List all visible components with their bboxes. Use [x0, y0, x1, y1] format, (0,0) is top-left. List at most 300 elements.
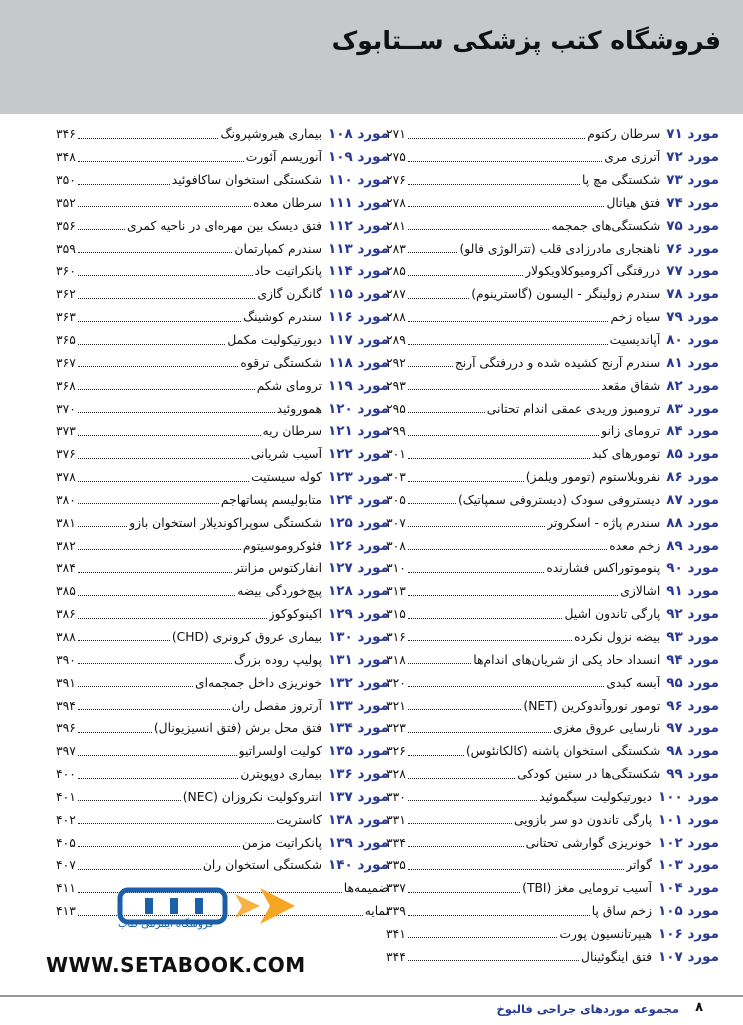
dot-leader	[78, 138, 219, 139]
case-number	[322, 263, 389, 279]
toc-entry	[56, 877, 389, 900]
dot-leader	[408, 252, 458, 253]
entry-title: هموروئید	[276, 401, 323, 416]
case-label: مورد	[357, 263, 389, 280]
toc-entry	[386, 374, 719, 397]
case-number	[660, 766, 719, 782]
case-label: مورد	[687, 240, 719, 257]
case-label: مورد	[357, 354, 389, 371]
page-ref: ۴۰۰	[56, 767, 76, 782]
case-num: ۱۱۸	[328, 354, 353, 371]
case-label: مورد	[687, 286, 719, 303]
toc-entry	[386, 397, 719, 420]
page-ref: ۳۷۸	[56, 470, 76, 485]
case-label: مورد	[357, 194, 389, 211]
toc-entry	[56, 671, 389, 694]
case-label: مورد	[357, 674, 389, 691]
case-label: مورد	[687, 651, 719, 668]
dot-leader	[78, 458, 249, 459]
case-label: مورد	[687, 697, 719, 714]
case-number	[660, 126, 719, 142]
dot-leader	[408, 435, 599, 436]
case-number	[660, 469, 719, 485]
case-number	[660, 355, 719, 371]
case-num: ۷۱	[666, 126, 683, 143]
entry-title: آبسه کبدی	[606, 675, 661, 690]
entry-title: هیپرتانسیون پورت	[559, 926, 653, 941]
toc-entry	[386, 534, 719, 557]
case-number	[322, 423, 389, 439]
page-ref: ۳۳۱	[386, 812, 406, 827]
entry-title: سندرم زولینگر - الیسون (گاسترینوم)	[471, 287, 661, 302]
toc-entry	[56, 831, 389, 854]
toc-entry	[56, 534, 389, 557]
case-number	[322, 241, 389, 257]
case-num: ۱۴۰	[328, 857, 353, 874]
toc-entry	[386, 694, 719, 717]
case-label: مورد	[357, 834, 389, 851]
case-num: ۱۰۲	[658, 834, 683, 851]
page-ref: ۳۹۴	[56, 698, 76, 713]
case-number	[660, 583, 719, 599]
dot-leader	[78, 321, 241, 322]
case-label: مورد	[357, 811, 389, 828]
dot-leader	[78, 846, 240, 847]
toc-entry	[56, 785, 389, 808]
case-num: ۱۲۹	[328, 606, 353, 623]
dot-leader	[78, 184, 170, 185]
toc-entry	[386, 945, 719, 968]
entry-title: فتق هیاتال	[606, 195, 661, 210]
page-ref: ۲۸۸	[386, 310, 406, 325]
case-number	[660, 218, 719, 234]
case-num: ۱۲۱	[328, 423, 353, 440]
page-ref: ۳۴۸	[56, 150, 76, 165]
entry-title: متابولیسم پساتهاجم	[220, 492, 323, 507]
case-label: مورد	[357, 149, 389, 166]
entry-title: فتق محل برش (فتق انسیزیونال)	[153, 721, 323, 736]
case-number	[322, 698, 389, 714]
entry-title: خونریزی گوارشی تحتانی	[525, 835, 653, 850]
toc-entry	[56, 580, 389, 603]
case-num: ۹۲	[666, 606, 683, 623]
case-label: مورد	[357, 720, 389, 737]
case-num: ۱۰۳	[658, 857, 683, 874]
dot-leader	[408, 572, 545, 573]
entry-title: نارسایی عروق مغزی	[553, 721, 661, 736]
entry-title: انفارکتوس مزانتر	[233, 561, 323, 576]
case-label: مورد	[357, 857, 389, 874]
toc-entry	[56, 214, 389, 237]
case-number	[322, 835, 389, 851]
dot-leader	[78, 709, 230, 710]
page-ref: ۲۷۱	[386, 127, 406, 142]
case-num: ۸۵	[666, 446, 683, 463]
case-label: مورد	[687, 332, 719, 349]
toc-entry	[386, 854, 719, 877]
case-number	[660, 720, 719, 736]
entry-title: شکستگی مچ پا	[581, 173, 661, 188]
case-num: ۹۱	[666, 583, 683, 600]
case-number	[322, 606, 389, 622]
case-number	[652, 949, 719, 965]
page-ref: ۲۹۹	[386, 424, 406, 439]
page-ref: ۳۶۷	[56, 355, 76, 370]
dot-leader	[408, 458, 590, 459]
case-num: ۸۸	[666, 514, 683, 531]
entry-title: بیماری عروق کرونری (CHD)	[171, 629, 323, 644]
entry-title: ترومای زانو	[601, 424, 661, 439]
entry-title: ترومای شکم	[256, 378, 323, 393]
entry-title: پانکراتیت مزمن	[242, 835, 323, 850]
case-num: ۱۱۰	[328, 172, 353, 189]
dot-leader	[78, 298, 256, 299]
case-num: ۱۲۳	[328, 469, 353, 486]
case-num: ۱۱۴	[328, 263, 353, 280]
case-number	[660, 675, 719, 691]
page-ref: ۲۹۲	[386, 355, 406, 370]
dot-leader	[408, 663, 471, 664]
case-label: مورد	[357, 217, 389, 234]
dot-leader	[78, 389, 255, 390]
dot-leader	[78, 686, 193, 687]
dot-leader	[408, 389, 600, 390]
dot-leader	[408, 184, 580, 185]
case-number	[322, 515, 389, 531]
entry-title: تومورهای کبد	[591, 447, 661, 462]
page-ref: ۳۸۶	[56, 607, 76, 622]
page-ref: ۲۸۱	[386, 218, 406, 233]
dot-leader	[408, 481, 524, 482]
case-number	[660, 172, 719, 188]
toc-entry	[386, 283, 719, 306]
case-num: ۷۷	[666, 263, 683, 280]
case-number	[322, 766, 389, 782]
dot-leader	[408, 298, 469, 299]
page-ref: ۳۹۷	[56, 744, 76, 759]
dot-leader	[78, 366, 239, 367]
case-label: مورد	[357, 788, 389, 805]
case-label: مورد	[687, 925, 719, 942]
toc-entry	[386, 831, 719, 854]
case-label: مورد	[687, 628, 719, 645]
case-label: مورد	[687, 948, 719, 965]
case-num: ۱۲۴	[328, 491, 353, 508]
entry-title: انتروکولیت نکروزان (NEC)	[182, 789, 323, 804]
case-num: ۱۰۷	[658, 948, 683, 965]
entry-title: آسیب شریانی	[250, 447, 323, 462]
case-number	[660, 492, 719, 508]
dot-leader	[78, 640, 170, 641]
toc-entry	[56, 854, 389, 877]
case-num: ۸۲	[666, 377, 683, 394]
case-label: مورد	[687, 606, 719, 623]
case-label: مورد	[687, 766, 719, 783]
page-ref: ۳۴۶	[56, 127, 76, 142]
dot-leader	[408, 755, 464, 756]
toc-entry	[386, 785, 719, 808]
page-ref: ۳۳۹	[386, 904, 406, 919]
dot-leader	[78, 869, 201, 870]
page-ref: ۳۶۰	[56, 264, 76, 279]
dot-leader	[78, 595, 235, 596]
toc-entry	[56, 283, 389, 306]
case-num: ۷۲	[666, 149, 683, 166]
case-num: ۱۳۳	[328, 697, 353, 714]
entry-title: پارگی تاندون اشیل	[564, 607, 661, 622]
entry-title: دیورتیکولیت مکمل	[227, 333, 323, 348]
toc-entry	[56, 443, 389, 466]
page-ref: ۳۰۸	[386, 538, 406, 553]
entry-title: سرطان رکتوم	[587, 127, 661, 142]
case-number	[322, 743, 389, 759]
case-num: ۷۸	[666, 286, 683, 303]
case-num: ۱۲۲	[328, 446, 353, 463]
entry-title: بیضه نزول نکرده	[574, 629, 661, 644]
case-num: ۱۱۳	[328, 240, 353, 257]
dot-leader	[78, 755, 237, 756]
dot-leader	[408, 229, 550, 230]
case-number	[322, 492, 389, 508]
case-number	[660, 401, 719, 417]
case-number	[322, 538, 389, 554]
toc-entry	[56, 648, 389, 671]
case-num: ۱۳۶	[328, 766, 353, 783]
case-label: مورد	[687, 903, 719, 920]
toc-entry	[56, 740, 389, 763]
entry-title: سندرم کمپارتمان	[234, 241, 323, 256]
page-ref: ۳۸۸	[56, 629, 76, 644]
page-ref: ۳۹۱	[56, 675, 76, 690]
entry-title: سرطان معده	[253, 195, 323, 210]
case-number	[660, 652, 719, 668]
case-label: مورد	[687, 560, 719, 577]
toc-entry	[56, 511, 389, 534]
case-num: ۱۳۵	[328, 743, 353, 760]
page-ref: ۳۱۰	[386, 561, 406, 576]
case-number	[322, 378, 389, 394]
toc-entry	[56, 192, 389, 215]
case-number	[322, 195, 389, 211]
case-number	[322, 126, 389, 142]
dot-leader	[78, 481, 249, 482]
toc-entry	[386, 214, 719, 237]
case-num: ۹۷	[666, 720, 683, 737]
dot-leader	[408, 937, 558, 938]
entry-title: اشالازی	[620, 584, 661, 599]
case-num: ۱۰۸	[328, 126, 353, 143]
dot-leader	[78, 572, 232, 573]
case-number	[322, 401, 389, 417]
toc-entry	[56, 260, 389, 283]
case-num: ۱۳۱	[328, 651, 353, 668]
case-number	[322, 469, 389, 485]
case-num: ۱۰۵	[658, 903, 683, 920]
dot-leader	[408, 275, 523, 276]
case-num: ۹۵	[666, 674, 683, 691]
toc-entry	[56, 763, 389, 786]
page-ref: ۲۷۶	[386, 173, 406, 188]
case-num: ۹۶	[666, 697, 683, 714]
page-ref: ۳۶۸	[56, 378, 76, 393]
toc-entry	[56, 489, 389, 512]
page-ref: ۳۸۵	[56, 584, 76, 599]
page-ref: ۳۷۰	[56, 401, 76, 416]
page-ref: ۲۹۵	[386, 401, 406, 416]
toc-entry	[386, 511, 719, 534]
dot-leader	[408, 800, 537, 801]
case-num: ۱۱۶	[328, 309, 353, 326]
toc-entry	[56, 397, 389, 420]
page-ref: ۳۴۱	[386, 926, 406, 941]
page-ref: ۴۱۳	[56, 904, 76, 919]
entry-title: ناهنجاری مادرزادی قلب (تترالوژی فالو)	[459, 241, 661, 256]
entry-title: دررفتگی آکرومیوکلاویکولار	[525, 264, 661, 279]
toc-entry	[386, 671, 719, 694]
page-ref: ۳۲۰	[386, 675, 406, 690]
case-number	[660, 698, 719, 714]
case-number	[660, 263, 719, 279]
case-num: ۱۲۶	[328, 537, 353, 554]
entry-title: دیستروفی سودک (دیستروفی سمپاتیک)	[457, 492, 661, 507]
dot-leader	[78, 435, 261, 436]
case-num: ۷۹	[666, 309, 683, 326]
case-label: مورد	[357, 514, 389, 531]
dot-leader	[408, 709, 522, 710]
case-num: ۸۷	[666, 491, 683, 508]
case-number	[322, 583, 389, 599]
page-ref: ۳۷۳	[56, 424, 76, 439]
case-label: مورد	[357, 286, 389, 303]
toc-entry	[386, 740, 719, 763]
page-ref: ۳۳۰	[386, 789, 406, 804]
dot-leader	[78, 161, 244, 162]
case-number	[322, 560, 389, 576]
entry-title: پنوموتوراکس فشارنده	[546, 561, 661, 576]
entry-title: اکینوکوکوز	[268, 607, 323, 622]
case-num: ۹۸	[666, 743, 683, 760]
toc-entry	[386, 146, 719, 169]
toc-entry	[386, 489, 719, 512]
toc-entry	[386, 626, 719, 649]
case-number	[660, 538, 719, 554]
dot-leader	[408, 618, 563, 619]
page-ref: ۲۸۷	[386, 287, 406, 302]
page-ref: ۳۸۰	[56, 492, 76, 507]
case-num: ۷۴	[666, 194, 683, 211]
page-ref: ۳۲۱	[386, 698, 406, 713]
case-num: ۱۳۷	[328, 788, 353, 805]
case-label: مورد	[687, 354, 719, 371]
case-label: مورد	[687, 149, 719, 166]
case-num: ۱۳۰	[328, 628, 353, 645]
dot-leader	[408, 686, 604, 687]
toc-entry	[386, 808, 719, 831]
case-number	[652, 926, 719, 942]
case-label: مورد	[687, 217, 719, 234]
page-ref: ۳۶۳	[56, 310, 76, 325]
toc-entry	[386, 237, 719, 260]
case-number	[652, 835, 719, 851]
case-label: مورد	[357, 377, 389, 394]
entry-title: آرتروز مفصل ران	[231, 698, 323, 713]
case-label: مورد	[687, 811, 719, 828]
case-num: ۱۱۵	[328, 286, 353, 303]
entry-title: شکستگی استخوان پاشنه (کالکانئوس)	[465, 744, 661, 759]
page-ref: ۳۹۶	[56, 721, 76, 736]
dot-leader	[408, 732, 551, 733]
toc-entry	[56, 808, 389, 831]
case-label: مورد	[357, 697, 389, 714]
case-label: مورد	[687, 583, 719, 600]
case-label: مورد	[687, 674, 719, 691]
case-num: ۱۱۱	[328, 194, 353, 211]
toc-entry	[386, 763, 719, 786]
entry-title: دیورتیکولیت سیگموئید	[539, 789, 653, 804]
toc-entry	[386, 923, 719, 946]
case-number	[652, 789, 719, 805]
case-label: مورد	[357, 446, 389, 463]
entry-title: شکستگی استخوان ساکافوئید	[171, 173, 323, 188]
case-num: ۸۴	[666, 423, 683, 440]
entry-title: سیاه زخم	[610, 310, 661, 325]
case-label: مورد	[687, 400, 719, 417]
case-number	[660, 743, 719, 759]
case-num: ۱۲۰	[328, 400, 353, 417]
case-label: مورد	[357, 240, 389, 257]
toc-entry	[386, 717, 719, 740]
case-label: مورد	[357, 126, 389, 143]
toc-entry	[56, 466, 389, 489]
case-label: مورد	[357, 651, 389, 668]
dot-leader	[408, 640, 572, 641]
toc-entry	[386, 192, 719, 215]
toc-entry	[56, 306, 389, 329]
case-number	[660, 606, 719, 622]
dot-leader	[78, 549, 241, 550]
dot-leader	[408, 412, 485, 413]
case-num: ۱۳۲	[328, 674, 353, 691]
toc-entry	[56, 329, 389, 352]
dot-leader	[78, 800, 181, 801]
case-number	[322, 332, 389, 348]
case-number	[660, 309, 719, 325]
page-footer	[0, 995, 743, 1025]
entry-title: سندرم پاژه - اسکروتر	[547, 515, 661, 530]
dot-leader	[408, 549, 607, 550]
toc-entry	[56, 557, 389, 580]
dot-leader	[408, 138, 585, 139]
case-num: ۱۰۱	[658, 811, 683, 828]
page-ref: ۳۱۶	[386, 629, 406, 644]
case-num: ۹۹	[666, 766, 683, 783]
page-ref: ۳۳۴	[386, 835, 406, 850]
case-label: مورد	[687, 172, 719, 189]
dot-leader	[78, 892, 342, 893]
entry-title: آترزی مری	[604, 150, 661, 165]
toc-entry	[386, 603, 719, 626]
case-number	[652, 857, 719, 873]
toc-entry	[386, 466, 719, 489]
page-ref: ۴۰۷	[56, 858, 76, 873]
case-num: ۸۳	[666, 400, 683, 417]
dot-leader	[408, 206, 605, 207]
case-number	[322, 652, 389, 668]
case-label: مورد	[357, 766, 389, 783]
page-number: ۸	[695, 1000, 703, 1015]
dot-leader	[408, 823, 512, 824]
page-ref: ۲۸۹	[386, 333, 406, 348]
